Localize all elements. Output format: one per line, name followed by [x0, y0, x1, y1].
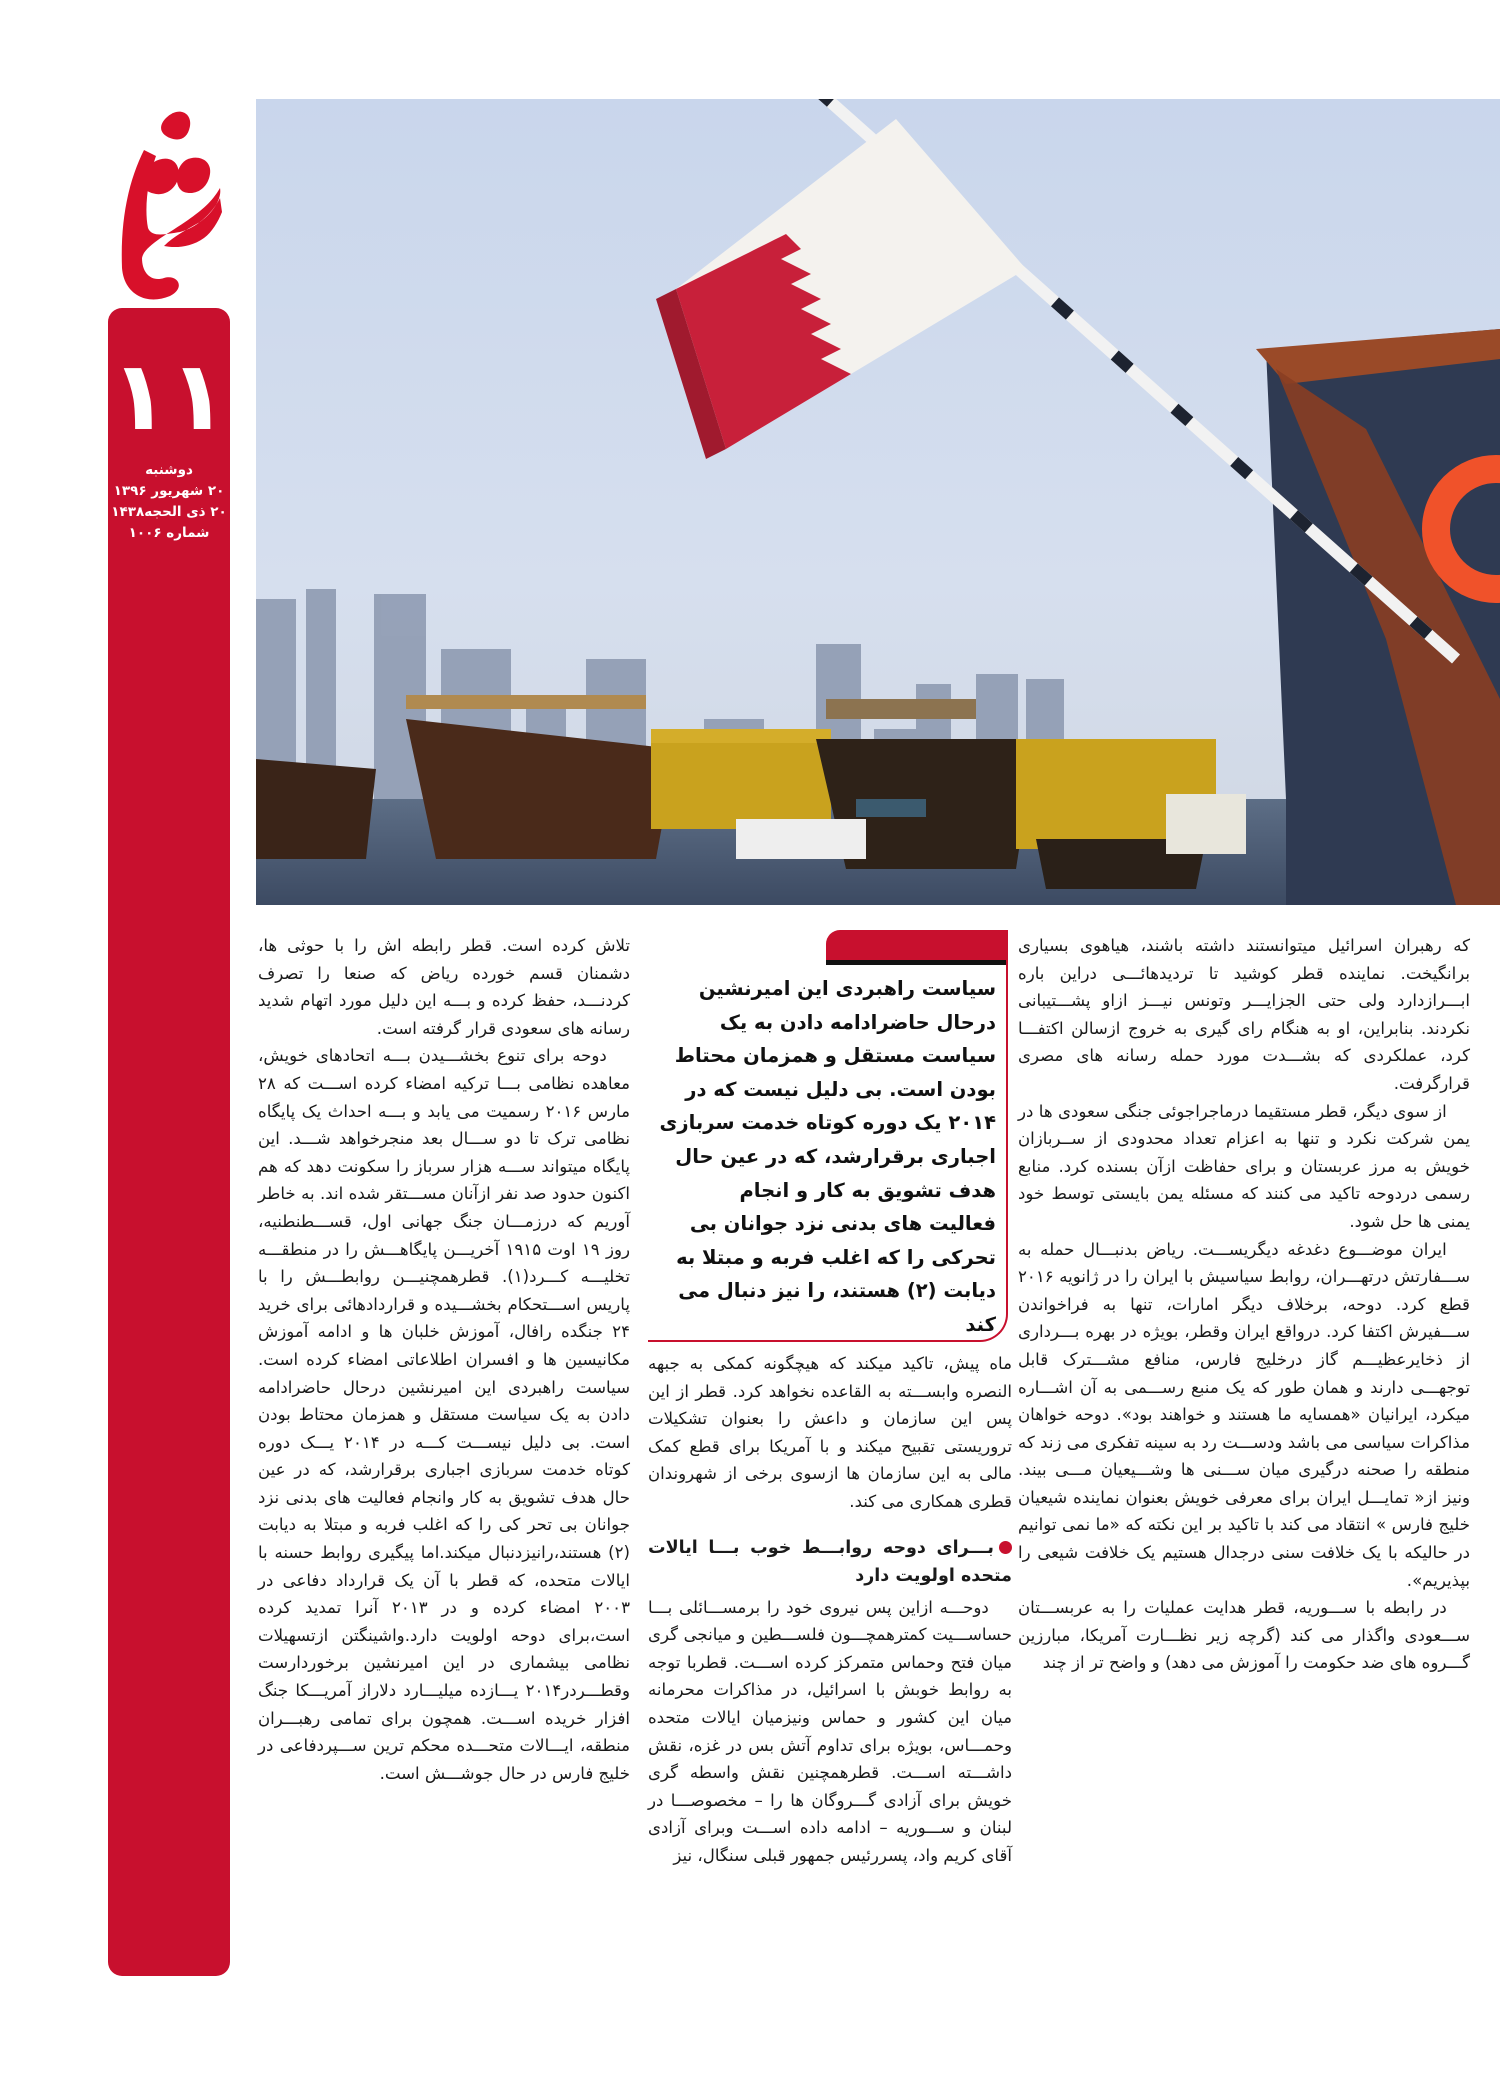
pull-quote-red-tab	[826, 930, 1006, 960]
page-sidebar	[108, 308, 230, 1976]
pull-quote	[648, 930, 1008, 1342]
pull-quote-line: دیابت (۲) هستند، را نیز دنبال می کند	[678, 1279, 996, 1336]
pull-quote-text	[656, 972, 996, 1342]
pull-quote-line: ۲۰۱۴ یک دوره کوتاه خدمت سربازی	[659, 1111, 996, 1135]
page-number: ۱۱	[110, 340, 228, 452]
article-column-right	[1018, 932, 1470, 1677]
red-bullet-icon	[999, 1541, 1012, 1554]
subheading-text: بـــرای دوحه روابـــط خوب بـــا ایالات متحده اولویت دارد	[648, 1537, 1012, 1586]
paragraph: که رهبران اسرائیل میتوانستند داشته باشند، هیاهوی بسیاری برانگیخت. نماینده قطر کوشید تا تردیدهائـــی دراین باره ابـــرازدارد ولی حتی الجزایـــر وتونس نیـــز ازاو پشـــتیبانی نکردند. بنابراین، او به هنگام رای گیری به خروج ازسالن اکتفـــا کرد، عملکردی که بشـــدت مورد حمله رسانه های مصری قرارگرفت.	[1018, 936, 1470, 1093]
issue-number: شماره ۱۰۰۶	[128, 525, 210, 541]
paragraph: ایران موضـــوع دغدغه دیگریســـت. ریاض بدنبـــال حمله به ســـفارتش درتهـــران، روابط سیاسیش با ایران را در ژانویه ۲۰۱۶ قطع کرد. دوحه، برخلاف دیگر امارات، تنها به فراخواندن ســـفیرش اکتفا کرد. درواقع ایران وقطر، بویژه در بهره بـــرداری از ذخایرعظیـــم گاز درخلیج فارس، منافع مشـــترک قابل توجهـــی دارند و همان طور که یک منبع رســـمی به آن اشـــاره میکرد، ایرانیان «همسایه ما هستند و خواهند بود». دوحه خواهان مذاکرات سیاسی می باشد ودســـت رد به سینه تفکری می زند که منطقه را صحنه درگیری میان ســـنی ها وشـــیعیان مـــی بیند. ونیز از« تمایـــل ایران برای معرفی خویش بعنوان نماینده شیعیان خلیج فارس » انتقاد می کند با تاکید بر این نکته که «ما نمی توانیم در حالیکه با یک خلافت سنی درجدال هستیم یک خلافت شیعی را بپذیریم».	[1018, 1239, 1470, 1590]
issue-day: دوشنبه	[145, 462, 193, 478]
pull-quote-line: بودن است. بی دلیل نیست که در	[685, 1077, 996, 1101]
article-column-middle	[648, 1350, 1012, 1870]
pull-quote-line: سیاست راهبردی این امیرنشین	[698, 977, 996, 1000]
publication-logo	[108, 98, 232, 306]
article-photo	[256, 99, 1500, 905]
article-column-left	[258, 932, 630, 1787]
pull-quote-line: اجباری برقرارشد، که در عین حال	[675, 1144, 996, 1168]
section-subheading	[648, 1534, 1012, 1590]
pull-quote-black-bar	[826, 960, 1006, 965]
pull-quote-line: هدف تشویق به کار و انجام	[739, 1178, 996, 1202]
issue-date-hijri: ۲۰ ذی الحجه۱۴۳۸	[111, 504, 227, 520]
pull-quote-line: سیاست مستقل و همزمان محتاط	[674, 1044, 996, 1068]
paragraph: دوحـــه ازاین پس نیروی خود را برمســـائلی بـــا حساســـیت کمترهمچـــون فلســـطین و میانجی گری میان فتح وحماس متمرکز کرده اســـت. قطربا توجه به روابط خوبش با اسرائیل، در مذاکرات محرمانه میان این کشور و حماس ونیزمیان ایالات متحده وحمـــاس، بویژه برای تداوم آتش بس در غزه، نقش داشـــته اســـت. قطرهمچنین نقش واسطه گری خویش برای آزادی گـــروگان ها را – مخصوصـــا در لبنان و ســـوریه – ادامه داده اســـت وبرای آزادی آقای کریم واد، پسررئیس جمهور قبلی سنگال، نیز	[648, 1597, 1012, 1865]
issue-date-shamsi: ۲۰ شهریور ۱۳۹۶	[113, 483, 225, 499]
paragraph: ماه پیش، تاکید میکند که هیچگونه کمکی به جبهه النصره وابســـته به القاعده نخواهد کرد. قطر از این پس این سازمان و داعش را بعنوان تشکیلات تروریستی تقبیح میکند و با آمریکا برای قطع کمک مالی به این سازمان ها ازسوی برخی از شهروندان قطری همکاری می کند.	[648, 1354, 1012, 1511]
pull-quote-line: تحرکی را که اغلب فربه و مبتلا به	[676, 1245, 996, 1269]
qatar-flag-harbor-image-icon	[256, 99, 1500, 905]
shoma-logo-icon	[108, 98, 232, 306]
pull-quote-line: درحال حاضرادامه دادن به یک	[719, 1010, 996, 1034]
paragraph: در رابطه با ســـوریه، قطر هدایت عملیات را به عربســـتان ســـعودی واگذار می کند (گرچه زیر نظـــارت آمریکا، مبارزین گـــروه های ضد حکومت را آموزش می دهد) و واضح تر از چند	[1018, 1598, 1470, 1673]
paragraph: از سوی دیگر، قطر مستقیما درماجراجوئی جنگی سعودی ها در یمن شرکت نکرد و تنها به اعزام تعداد محدودی از ســربازان خویش به مرز عربستان و برای حفاظت ازآن بسنده کرد. منابع رسمی دردوحه تاکید می کنند که مسئله یمن بایستی توسط خود یمنی ها حل شود.	[1018, 1101, 1470, 1231]
paragraph: دوحه برای تنوع بخشـــیدن بـــه اتحادهای خویش، معاهده نظامی بـــا ترکیه امضاء کرده اســـت که ۲۸ مارس ۲۰۱۶ رسمیت می یابد و بـــه احداث یک پایگاه نظامی ترک تا دو ســـال بعد منجرخواهد شـــد. این پایگاه میتواند ســـه هزار سرباز را سکونت دهد که هم اکنون حدود صد نفر ازآنان مســـتقر شده اند. به خاطر آوریم که درزمـــان جنگ جهانی اول، قســـطنطنیه، روز ۱۹ اوت ۱۹۱۵ آخریـــن پایگاهـــش را در منطقـــه تخلیـــه کـــرد(۱). قطرهمچنیـــن روابطـــش را با پاریس اســـتحکام بخشـــیده و قراردادهائی برای خرید ۲۴ جنگده رافال، آموزش خلبان ها و ادامه آموزش مکانیسین ها و افسران اطلاعاتی امضاء کرده است. سیاست راهبردی این امیرنشین درحال حاضرادامه دادن به یک سیاست مستقل و همزمان محتاط بودن است. بی دلیل نیســـت کـــه در ۲۰۱۴ یـــک دوره کوتاه خدمت سربازی اجباری برقرارشد، که در عین حال هدف تشویق به کار وانجام فعالیت های بدنی نزد جوانان بی تحر کی را که اغلب فربه و مبتلا به دیابت (۲) هستند،رانیزدنبال میکند.اما پیگیری روابط حسنه با ایالات متحده، که قطر با آن یک قرارداد دفاعی در ۲۰۰۳ امضاء کرده و در ۲۰۱۳ آنرا تمدید کرده است،برای دوحه اولویت دارد.واشینگتن ازتسهیلات نظامی بیشماری در این امیرنشین برخوردارست وقطـــردر۲۰۱۴ یـــازده میلیـــارد دلاراز آمریـــکا جنگ افزار خریده اســـت. همچون برای تمامی رهبـــران منطقه، ایـــالات متحـــده محکم ترین ســـپردفاعی در خلیج فارس در حال جوشـــش است.	[258, 1046, 630, 1783]
paragraph: تلاش کرده است. قطر رابطه اش را با حوثی ها، دشمنان قسم خورده ریاض که صنعا را تصرف کردنـــد، حفظ کرده و بـــه این دلیل مورد اتهام شدید رسانه های سعودی قرار گرفته است.	[258, 936, 630, 1038]
pull-quote-line: فعالیت های بدنی نزد جوانان بی	[689, 1212, 996, 1236]
